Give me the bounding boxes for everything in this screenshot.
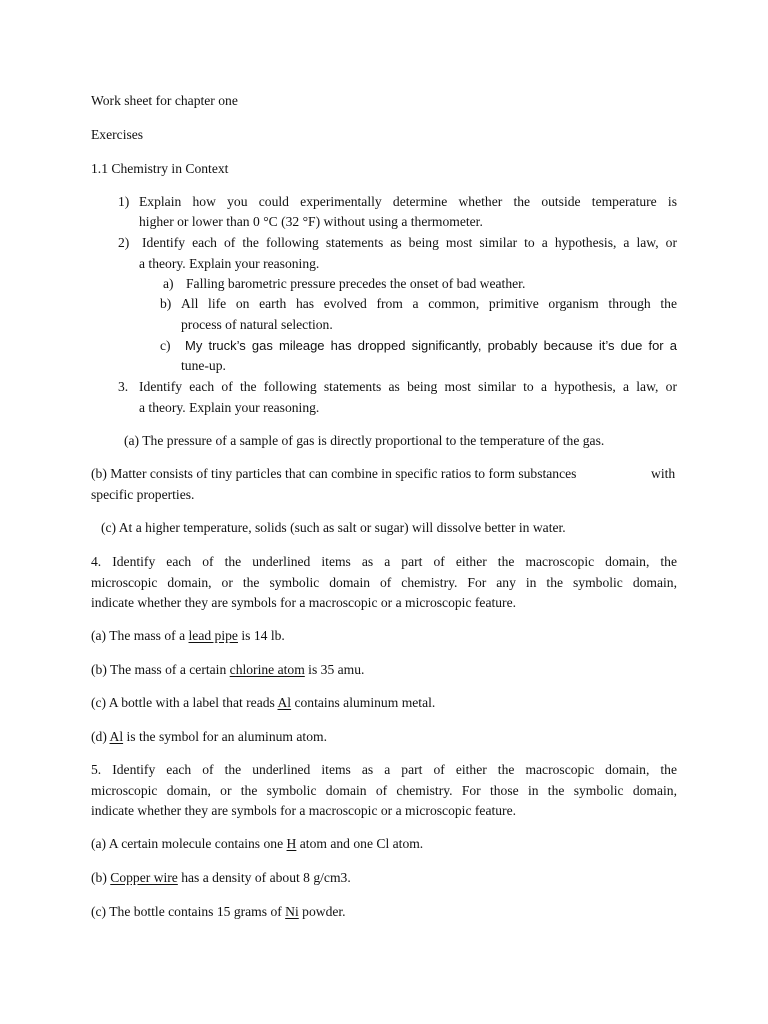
q4b-item <box>91 662 364 678</box>
q3c-text: (c) At a higher temperature, solids (such as salt or sugar) will dissolve better in water. <box>101 520 566 535</box>
q4a-prefix: (a) The mass of a <box>91 628 189 643</box>
q1-line-1: Explain how you could experimentally determine whether the outside temperature is <box>139 194 677 209</box>
q3b-line-2: specific properties. <box>91 487 195 502</box>
q4a-suffix: is 14 lb. <box>237 628 285 643</box>
q3-line-1: Identify each of the following statements as being most similar to a hypothesis, a law, or <box>139 379 677 394</box>
q4d-prefix: (d) <box>91 729 110 744</box>
q5-line-1: 5. Identify each of the underlined items as a part of either the macroscopic domain, the <box>91 762 677 777</box>
q5b-prefix: (b) <box>91 870 111 885</box>
q5a-item <box>91 836 423 852</box>
q4b-underlined-term: chlorine atom <box>229 662 305 677</box>
q2c-line-2: tune-up. <box>181 358 226 373</box>
q4c-prefix: (c) A bottle with a label that reads <box>91 695 278 710</box>
q2-number: 2) <box>118 235 130 250</box>
q4d-suffix: is the symbol for an aluminum atom. <box>123 729 327 744</box>
q4-line-3: indicate whether they are symbols for a macroscopic or a microscopic feature. <box>91 595 517 610</box>
q3a-text: (a) The pressure of a sample of gas is directly proportional to the temperature of the gas. <box>124 433 605 448</box>
q3-line-2: a theory. Explain your reasoning. <box>139 400 320 415</box>
q3b-line-1-left: (b) Matter consists of tiny particles that can combine in specific ratios to form substances <box>91 466 577 481</box>
q2b-line-1: All life on earth has evolved from a common, primitive organism through the <box>181 296 677 311</box>
q2a-letter: a) <box>163 276 174 291</box>
q3-number: 3. <box>118 379 129 394</box>
q2-line-2: a theory. Explain your reasoning. <box>139 256 320 271</box>
q4b-prefix: (b) The mass of a certain <box>91 662 230 677</box>
q5a-suffix: atom and one Cl atom. <box>296 836 424 851</box>
q4d-item <box>91 729 327 745</box>
q5a-prefix: (a) A certain molecule contains one <box>91 836 287 851</box>
q4a-underlined-term: lead pipe <box>188 628 238 643</box>
q2-line-1: Identify each of the following statements as being most similar to a hypothesis, a law, or <box>142 235 677 250</box>
q5a-underlined-term: H <box>286 836 297 851</box>
q5c-prefix: (c) The bottle contains 15 grams of <box>91 904 286 919</box>
q4b-suffix: is 35 amu. <box>304 662 365 677</box>
q3b-line-1-right: with <box>651 466 676 481</box>
q4-line-2: microscopic domain, or the symbolic domain of chemistry. For any in the symbolic domain, <box>91 575 677 590</box>
exercises-heading: Exercises <box>91 127 144 142</box>
q5c-underlined-term: Ni <box>285 904 299 919</box>
q5-line-3: indicate whether they are symbols for a macroscopic or a microscopic feature. <box>91 803 517 818</box>
q2c-line-1: My truck’s gas mileage has dropped significantly, probably because it’s due for a <box>185 338 677 353</box>
q5b-suffix: has a density of about 8 g/cm3. <box>177 870 351 885</box>
q5c-item <box>91 904 346 920</box>
q2c-letter: c) <box>160 338 171 353</box>
q4c-item <box>91 695 435 711</box>
q4d-underlined-term: Al <box>109 729 124 744</box>
q2b-line-2: process of natural selection. <box>181 317 333 332</box>
q5-line-2: microscopic domain, or the symbolic domain of chemistry. For those in the symbolic domain, <box>91 783 677 798</box>
q2a-text: Falling barometric pressure precedes the onset of bad weather. <box>186 276 526 291</box>
q1-line-2: higher or lower than 0 °C (32 °F) without using a thermometer. <box>139 214 483 229</box>
worksheet-title: Work sheet for chapter one <box>91 93 238 108</box>
q1-number: 1) <box>118 194 130 209</box>
q2b-letter: b) <box>160 296 172 311</box>
q5c-suffix: powder. <box>298 904 346 919</box>
q4a-item <box>91 628 285 644</box>
section-heading: 1.1 Chemistry in Context <box>91 161 229 176</box>
q5b-item <box>91 870 351 886</box>
q4-line-1: 4. Identify each of the underlined items as a part of either the macroscopic domain, the <box>91 554 677 569</box>
q4c-suffix: contains aluminum metal. <box>291 695 436 710</box>
q4c-underlined-term: Al <box>277 695 292 710</box>
q5b-underlined-term: Copper wire <box>110 870 178 885</box>
